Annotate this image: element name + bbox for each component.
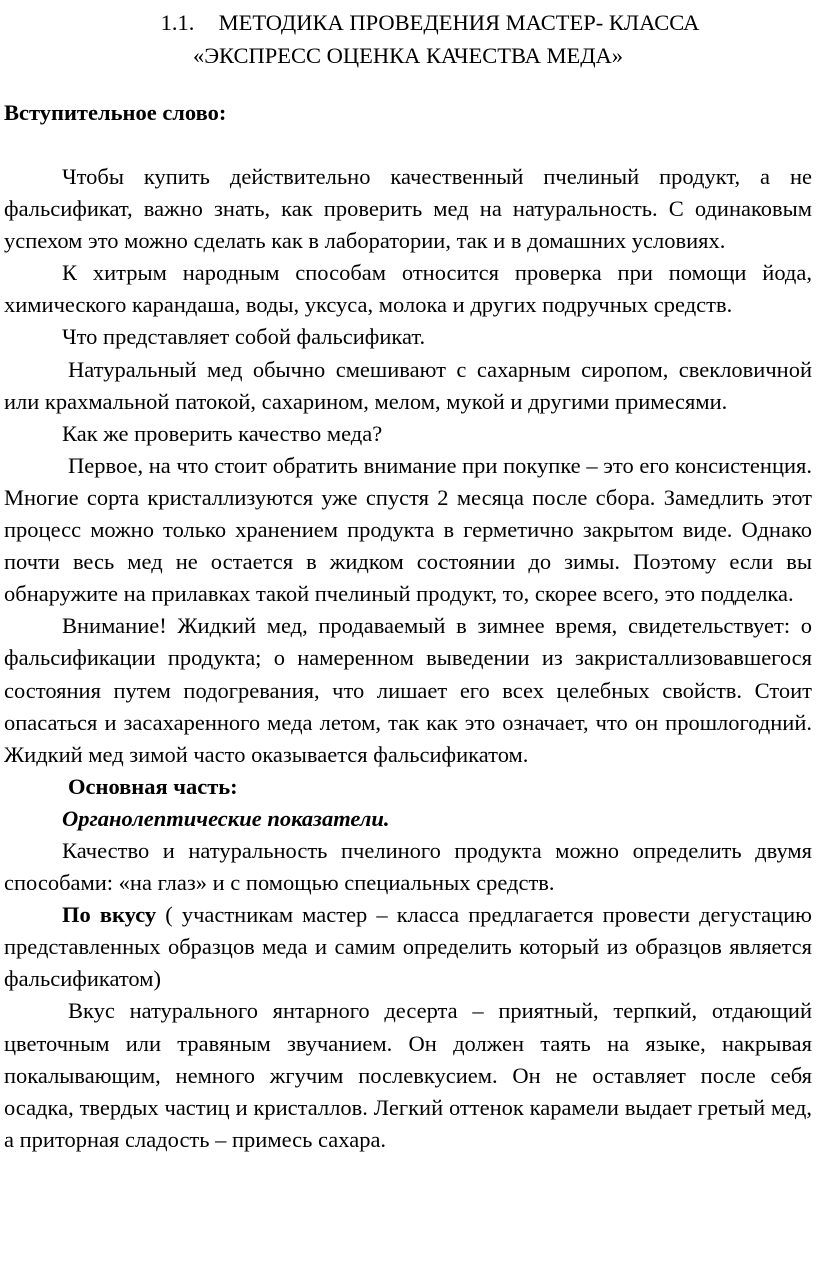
paragraph-warning: Внимание! Жидкий мед, продаваемый в зимнее время, свидетельствует: о фальсификации продукта; о намеренном выведении из закристаллизовавшегося состояния путем подогревания, что лишает его всех целебных свойств. Стоит опасаться и засахаренного меда летом, так как это означает, что он прошлогодний. Жидкий мед зимой часто оказывается фальсификатом. xyxy=(4,613,812,767)
document-title-line2: «ЭКСПРЕСС ОЦЕНКА КАЧЕСТВА МЕДА» xyxy=(192,43,624,68)
paragraph-folk-methods: К хитрым народным способам относится проверка при помощи йода, химического карандаша, воды, уксуса, молока и других подручных средств. xyxy=(4,260,812,318)
paragraph-taste-instruction xyxy=(4,899,812,995)
paragraph-taste-description: Вкус натурального янтарного десерта – приятный, терпкий, отдающий цветочным или травяным звучанием. Он должен таять на языке, накрывая покалывающим, немного жгучим послевкусием. Он не оставляет после себя осадка, твердых частиц и кристаллов. Легкий оттенок карамели выдает гретый мед, а приторная сладость – примесь сахара. xyxy=(4,998,812,1152)
paragraph-intro: Чтобы купить действительно качественный пчелиный продукт, а не фальсификат, важно знать, как проверить мед на натуральность. С одинаковым успехом это можно сделать как в лаборатории, так и в домашних условиях. xyxy=(4,164,812,254)
paragraph-what-is-fake: Что представляет собой фальсификат. xyxy=(62,324,426,350)
intro-heading: Вступительное слово: xyxy=(4,100,227,125)
title-text-line1: МЕТОДИКА ПРОВЕДЕНИЯ МАСТЕР- КЛАССА xyxy=(218,10,700,35)
taste-instruction-text: ( участникам мастер – класса предлагается провести дегустацию представленных образцов меда и самим определить который из образцов является фальсификатом) xyxy=(4,902,812,992)
paragraph-adulterants: Натуральный мед обычно смешивают с сахарным сиропом, свекловичной или крахмальной патокой, сахарином, мелом, мукой и другими примесями. xyxy=(4,356,812,414)
organoleptic-heading: Органолептические показатели. xyxy=(62,805,390,831)
paragraph-consistency: Первое, на что стоит обратить внимание при покупке – это его консистенция. Многие сорта кристаллизуются уже спустя 2 месяца после сбора. Замедлить этот процесс можно только хранением продукта в герметично закрытом виде. Однако почти весь мед не остается в жидком состоянии до зимы. Поэтому если вы обнаружите на прилавках такой пчелиный продукт, то, скорее всего, это подделка. xyxy=(4,452,812,607)
paragraph-how-to-check: Как же проверить качество меда? xyxy=(62,420,383,446)
taste-label: По вкусу xyxy=(62,902,157,928)
paragraph-quality: Качество и натуральность пчелиного продукта можно определить двумя способами: «на глаз» и с помощью специальных средств. xyxy=(4,837,812,896)
main-part-heading: Основная часть: xyxy=(68,773,238,799)
title-number: 1.1. xyxy=(160,10,195,35)
document-title-line1 xyxy=(4,6,812,39)
